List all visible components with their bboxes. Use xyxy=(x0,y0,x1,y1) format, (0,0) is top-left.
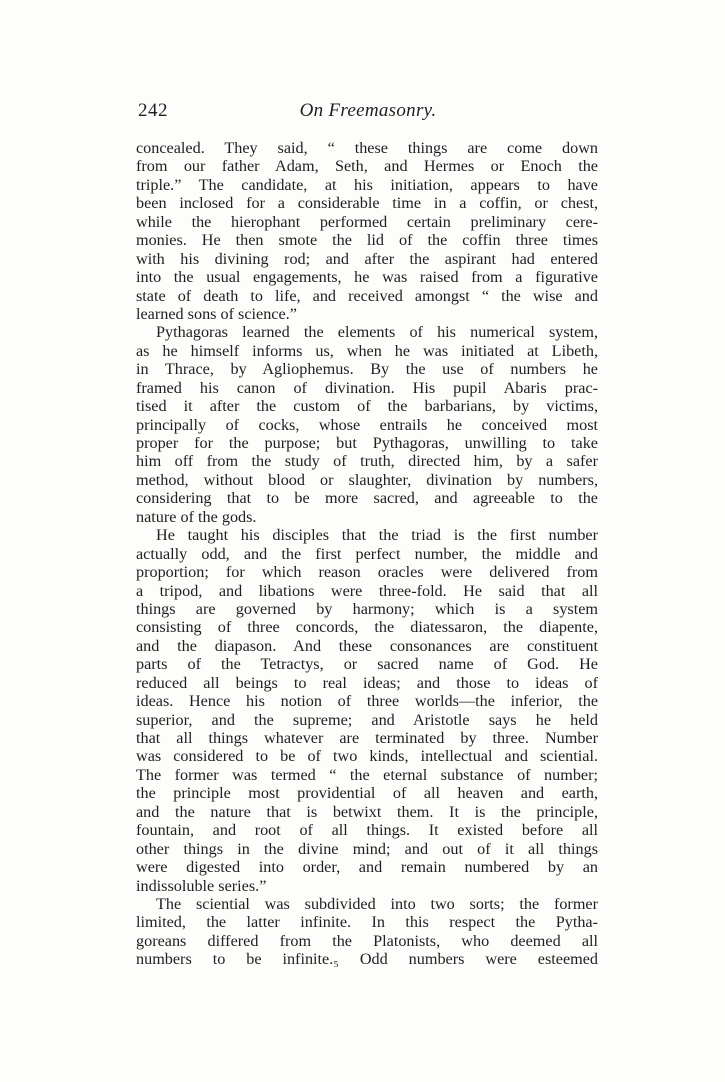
text-line: that all things whatever are terminated by three. Number xyxy=(136,729,598,747)
text-line: proper for the purpose; but Pythagoras, unwilling to take xyxy=(136,434,598,452)
text-line: into the usual engagements, he was raised from a figurative xyxy=(136,268,598,287)
text-line: Pythagoras learned the elements of his numerical system, xyxy=(156,323,598,342)
text-line: while the hierophant performed certain preliminary cere- xyxy=(136,212,598,231)
running-title: On Freemasonry. xyxy=(299,100,437,121)
text-line: tised it after the custom of the barbarians, by victims, xyxy=(136,397,598,416)
text-line: principally of cocks, whose entrails he conceived most xyxy=(136,415,598,434)
text-line: goreans differed from the Platonists, who deemed all xyxy=(136,931,598,950)
text-line: ideas. Hence his notion of three worlds—the inferior, the xyxy=(136,692,598,711)
text-line: in Thrace, by Agliophemus. By the use of numbers he xyxy=(136,360,598,379)
text-line: fountain, and root of all things. It existed before all xyxy=(136,821,598,840)
text-line: triple.” The candidate, at his initiation, appears to have xyxy=(136,175,598,194)
text-line: from our father Adam, Seth, and Hermes or Enoch the xyxy=(136,157,598,176)
text-line: the principle most providential of all heaven and earth, xyxy=(136,784,598,803)
text-line: The sciential was subdivided into two sorts; the former xyxy=(156,894,598,913)
text-line: consisting of three concords, the diatessaron, the diapente, xyxy=(136,618,598,637)
text-line: He taught his disciples that the triad is the first number xyxy=(156,526,598,545)
text-line: proportion; for which reason oracles were delivered from xyxy=(136,563,598,582)
text-line: as he himself informs us, when he was initiated at Libeth, xyxy=(136,341,598,360)
text-line: framed his canon of divination. His pupil Abaris prac- xyxy=(136,378,598,397)
text-line: with his divining rod; and after the aspirant had entered xyxy=(136,249,598,268)
text-line: considering that to be more sacred, and agreeable to the xyxy=(136,489,598,508)
text-line: him off from the study of truth, directed him, by a safer xyxy=(136,452,598,471)
text-line: a tripod, and libations were three-fold. He said that all xyxy=(136,581,598,600)
text-line: method, without blood or slaughter, divination by numbers, xyxy=(136,470,598,489)
text-line: nature of the gods. xyxy=(136,507,257,526)
text-line: numbers to be infinite.₅ Odd numbers were esteemed xyxy=(136,950,598,969)
text-line: was considered to be of two kinds, intellectual and sciential. xyxy=(136,747,598,766)
text-line: monies. He then smote the lid of the coffin three times xyxy=(136,231,598,250)
text-line: concealed. They said, “ these things are come down xyxy=(136,139,598,157)
text-line: other things in the divine mind; and out of it all things xyxy=(136,839,598,858)
page-header xyxy=(138,100,598,126)
body-text xyxy=(136,139,598,969)
page-number: 242 xyxy=(138,100,168,121)
text-line: reduced all beings to real ideas; and those to ideas of xyxy=(136,673,598,692)
text-line: state of death to life, and received amongst “ the wise and xyxy=(136,286,598,305)
text-line: superior, and the supreme; and Aristotle says he held xyxy=(136,710,598,729)
text-line: and the nature that is betwixt them. It is the principle, xyxy=(136,802,598,821)
text-line: were digested into order, and remain numbered by an xyxy=(136,858,598,877)
text-line: actually odd, and the first perfect number, the middle and xyxy=(136,544,598,563)
text-line: parts of the Tetractys, or sacred name of God. He xyxy=(136,655,598,674)
text-line: limited, the latter infinite. In this respect the Pytha- xyxy=(136,913,598,932)
text-line: indissoluble series.” xyxy=(136,876,267,895)
text-line: learned sons of science.” xyxy=(136,304,297,323)
text-line: been inclosed for a considerable time in a coffin, or chest, xyxy=(136,194,598,213)
text-line: and the diapason. And these consonances are constituent xyxy=(136,636,598,655)
text-line: things are governed by harmony; which is a system xyxy=(136,599,598,618)
text-line: The former was termed “ the eternal substance of number; xyxy=(136,765,598,784)
